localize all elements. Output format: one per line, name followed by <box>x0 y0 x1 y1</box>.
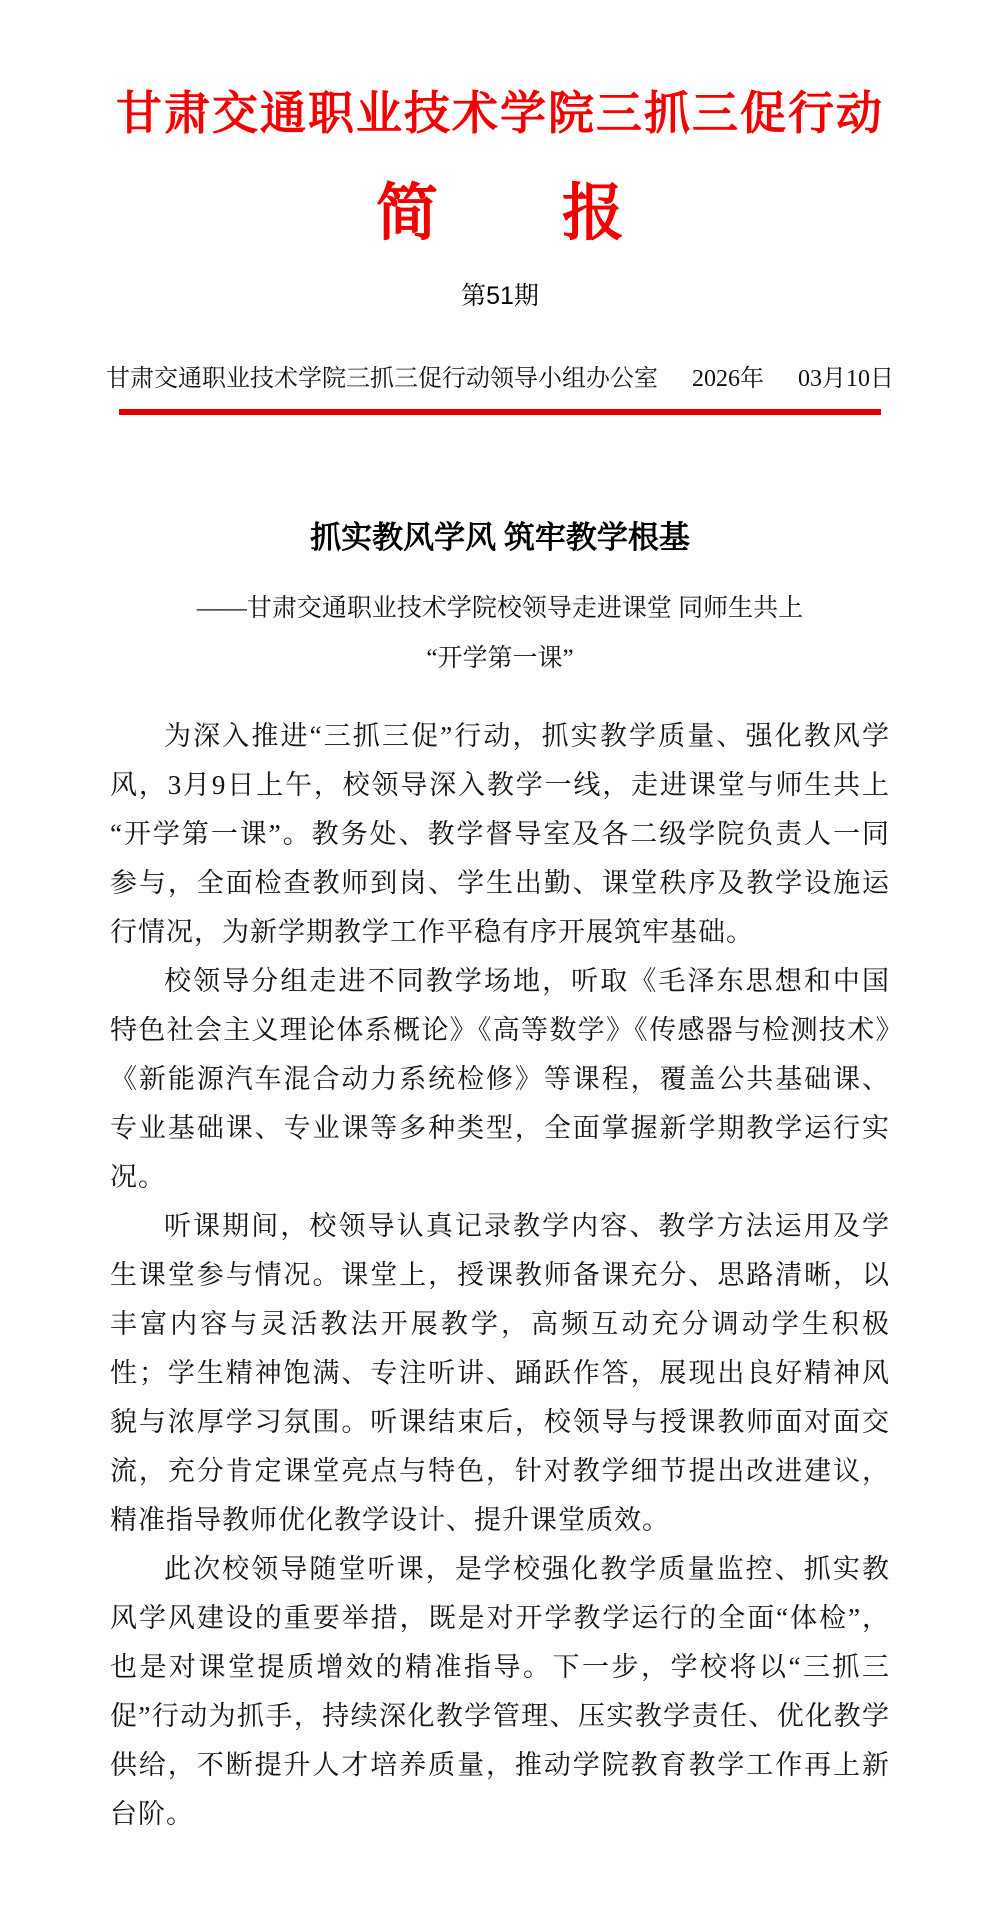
article-paragraph-1: 为深入推进“三抓三促”行动，抓实教学质量、强化教风学风，3月9日上午，校领导深入教学一线，走进课堂与师生共上“开学第一课”。教务处、教学督导室及各二级学院负责人一同参与，全面检查教师到岗、学生出勤、课堂秩序及教学设施运行情况，为新学期教学工作平稳有序开展筑牢基础。 <box>110 721 890 947</box>
article-paragraph-3: 听课期间，校领导认真记录教学内容、教学方法运用及学生课堂参与情况。课堂上，授课教师备课充分、思路清晰，以丰富内容与灵活教法开展教学，高频互动充分调动学生积极性；学生精神饱满、专注听讲、踊跃作答，展现出良好精神风貌与浓厚学习氛围。听课结束后，校领导与授课教师面对面交流，充分肯定课堂亮点与特色，针对教学细节提出改进建议，精准指导教师优化教学设计、提升课堂质效。 <box>110 1211 890 1535</box>
publish-date: 03月10日 <box>798 366 894 392</box>
article-subtitle-line2: “开学第一课” <box>426 645 574 672</box>
masthead-divider-rule <box>119 409 881 415</box>
article-title: 抓实教风学风 筑牢教学根基 <box>310 520 690 555</box>
issue-number: 第51期 <box>461 282 539 310</box>
article-paragraph-2: 校领导分组走进不同教学场地，听取《毛泽东思想和中国特色社会主义理论体系概论》《高等数学》《传感器与检测技术》《新能源汽车混合动力系统检修》等课程，覆盖公共基础课、专业基础课、专业课等多种类型，全面掌握新学期教学运行实况。 <box>110 966 890 1192</box>
masthead-title: 甘肃交通职业技术学院三抓三促行动 <box>116 88 884 139</box>
article-subtitle <box>110 584 890 684</box>
article-body <box>110 712 890 1839</box>
brief-title: 简 报 <box>375 180 624 248</box>
article-paragraph-4: 此次校领导随堂听课，是学校强化教学质量监控、抓实教风学风建设的重要举措，既是对开学教学运行的全面“体检”，也是对课堂提质增效的精准指导。下一步，学校将以“三抓三促”行动为抓手，持续深化教学管理、压实教学责任、优化教学供给，不断提升人才培养质量，推动学院教育教学工作再上新台阶。 <box>110 1554 890 1829</box>
article-content <box>0 520 1000 1839</box>
publisher-line <box>0 365 1000 393</box>
publisher-office: 甘肃交通职业技术学院三抓三促行动领导小组办公室 <box>106 366 658 392</box>
article-subtitle-line1: ——甘肃交通职业技术学院校领导走进课堂 同师生共上 <box>196 595 804 622</box>
publish-year: 2026年 <box>692 366 764 392</box>
